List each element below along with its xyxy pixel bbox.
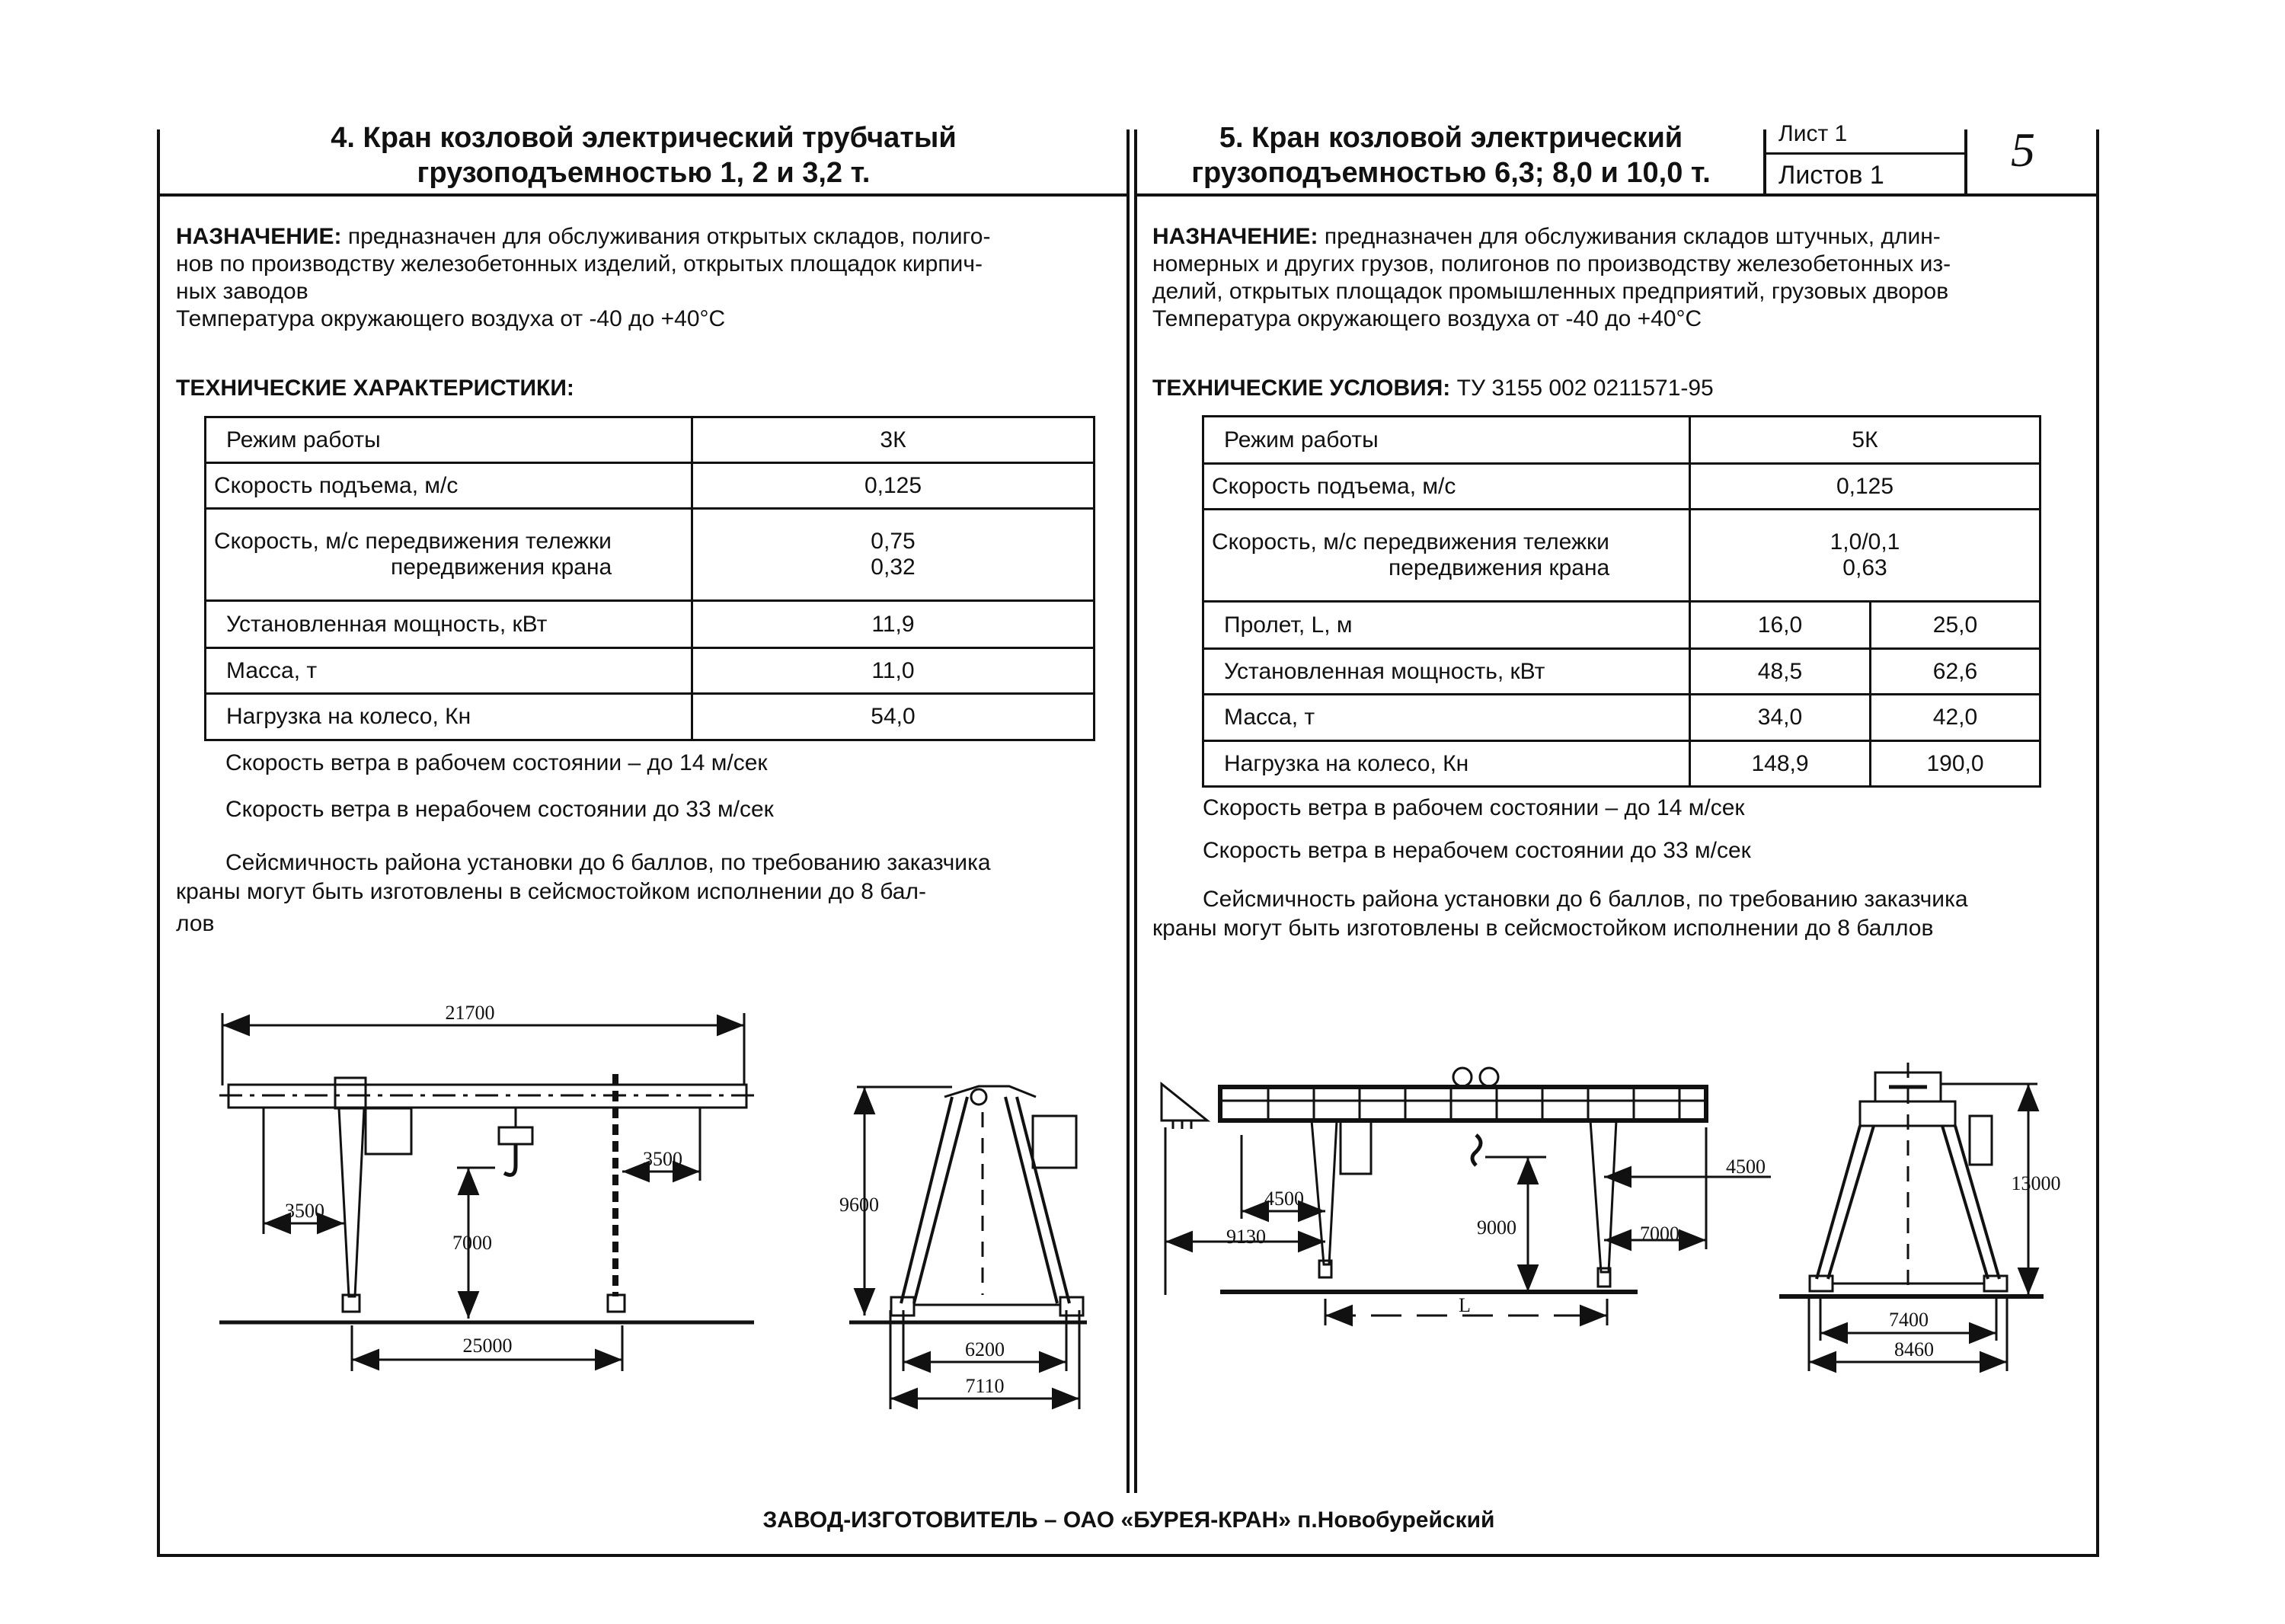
page-number: 5 <box>2011 123 2035 177</box>
dim-overall-left: 9130 <box>1226 1226 1266 1248</box>
dim-cantilever-left: 3500 <box>285 1200 324 1222</box>
left-specs-heading: ТЕХНИЧЕСКИЕ ХАРАКТЕРИСТИКИ: <box>176 376 574 401</box>
dim-height: 9600 <box>839 1194 879 1216</box>
cell-value: 0,125 <box>692 463 1095 509</box>
cell-value: 62,6 <box>1871 649 2041 695</box>
cell-value: 11,0 <box>692 648 1095 694</box>
cell-value: 190,0 <box>1871 741 2041 787</box>
right-note-wind-idle: Скорость ветра в нерабочем состоянии до 33 м/сек <box>1203 838 1751 863</box>
dim-base-inner: 6200 <box>965 1338 1005 1360</box>
cell-value: 48,5 <box>1690 649 1871 695</box>
left-temperature: Температура окружающего воздуха от -40 до +40°С <box>176 306 726 331</box>
right-note-seismic: краны могут быть изготовлены в сейсмостойком исполнении до 8 баллов <box>1152 916 1934 941</box>
right-purpose-label: НАЗНАЧЕНИЕ: <box>1152 224 1318 249</box>
right-temperature: Температура окружающего воздуха от -40 до +40°С <box>1152 306 1702 331</box>
cell-label: Масса, т <box>1203 695 1690 741</box>
cell-label: Нагрузка на колесо, Кн <box>206 694 692 740</box>
label-line: передвижения крана <box>391 555 612 580</box>
dim-hook-height: 7000 <box>452 1232 492 1254</box>
cell-value: 54,0 <box>692 694 1095 740</box>
dim-span: L <box>1459 1294 1471 1316</box>
cell-label: Пролет, L, м <box>1203 602 1690 649</box>
dim-span-total: 21700 <box>445 1002 495 1024</box>
cell-value: 42,0 <box>1871 695 2041 741</box>
right-note-seismic: Сейсмичность района установки до 6 баллов, по требованию заказчика <box>1203 887 1968 912</box>
dim-hook-height: 9000 <box>1477 1216 1516 1239</box>
cell-label: Установленная мощность, кВт <box>1203 649 1690 695</box>
label-line: передвижения крана <box>1389 555 1610 580</box>
left-note-seismic: краны могут быть изготовлены в сейсмостойком исполнении до 8 бал- <box>176 879 926 904</box>
cell-value: 34,0 <box>1690 695 1871 741</box>
label-line: Скорость, м/с передвижения тележки <box>214 529 612 554</box>
left-note-seismic: лов <box>176 911 215 936</box>
cell-label: Режим работы <box>206 417 692 463</box>
label-line: Скорость, м/с передвижения тележки <box>1212 529 1609 555</box>
cell-label: Масса, т <box>206 648 692 694</box>
dim-cantilever-right: 3500 <box>643 1148 682 1170</box>
dim-reach-right: 7000 <box>1640 1223 1679 1245</box>
crane-4-side-view <box>849 1086 1087 1409</box>
left-note-seismic: Сейсмичность района установки до 6 баллов, по требованию заказчика <box>225 850 991 875</box>
cell-value: 11,9 <box>692 601 1095 648</box>
value-line: 0,32 <box>871 555 916 580</box>
cell-label: Скорость подъема, м/с <box>1203 464 1690 510</box>
right-tu-value: ТУ 3155 002 0211571-95 <box>1450 376 1714 401</box>
left-purpose-line: предназначен для обслуживания открытых складов, полиго- <box>341 224 991 249</box>
cell-value: 3К <box>692 417 1095 463</box>
left-note-wind-idle: Скорость ветра в нерабочем состоянии до 33 м/сек <box>225 797 774 822</box>
sheets-label: Листов 1 <box>1778 161 1884 190</box>
left-note-wind-working: Скорость ветра в рабочем состоянии – до 14 м/сек <box>225 750 768 775</box>
dim-base-inner: 7400 <box>1889 1309 1929 1331</box>
cell-value: 5К <box>1690 417 2041 464</box>
left-purpose-label: НАЗНАЧЕНИЕ: <box>176 224 342 249</box>
dim-height: 13000 <box>2011 1172 2061 1194</box>
dim-base-outer: 7110 <box>965 1375 1005 1397</box>
cell-value: 148,9 <box>1690 741 1871 787</box>
left-purpose-line: ных заводов <box>176 279 308 304</box>
left-purpose-line: нов по производству железобетонных изделий, открытых площадок кирпич- <box>176 251 983 277</box>
right-note-wind-working: Скорость ветра в рабочем состоянии – до 14 м/сек <box>1203 795 1745 820</box>
cell-value: 16,0 <box>1690 602 1871 649</box>
cell-label: Нагрузка на колесо, Кн <box>1203 741 1690 787</box>
right-tu-label: ТЕХНИЧЕСКИЕ УСЛОВИЯ: <box>1152 376 1451 401</box>
left-title-line2: грузоподъемностью 1, 2 и 3,2 т. <box>417 157 871 189</box>
right-purpose-line: номерных и других грузов, полигонов по производству железобетонных из- <box>1152 251 1951 277</box>
right-purpose-line: делий, открытых площадок промышленных предприятий, грузовых дворов <box>1152 279 1949 304</box>
cell-label: Режим работы <box>1203 417 1690 464</box>
crane-5-front-view <box>1162 1068 1771 1325</box>
sheet-label: Лист 1 <box>1778 121 1848 146</box>
cell-label: Установленная мощность, кВт <box>206 601 692 648</box>
left-title-line1: 4. Кран козловой электрический трубчатый <box>331 122 957 154</box>
dim-cantilever-right: 4500 <box>1726 1156 1766 1178</box>
right-title-line2: грузоподъемностью 6,3; 8,0 и 10,0 т. <box>1191 157 1711 189</box>
value-line: 0,63 <box>1842 555 1887 580</box>
value-line: 1,0/0,1 <box>1830 529 1900 555</box>
cell-label: Скорость подъема, м/с <box>206 463 692 509</box>
dim-cantilever-left: 4500 <box>1264 1188 1304 1210</box>
cell-value: 0,125 <box>1690 464 2041 510</box>
crane-4-front-view <box>219 1013 762 1371</box>
value-line: 0,75 <box>871 529 916 554</box>
footer-manufacturer: ЗАВОД-ИЗГОТОВИТЕЛЬ – ОАО «БУРЕЯ-КРАН» п.Новобурейский <box>762 1507 1495 1533</box>
dim-span: 25000 <box>462 1335 513 1357</box>
right-purpose-line: предназначен для обслуживания складов штучных, длин- <box>1318 224 1941 249</box>
cell-value: 25,0 <box>1871 602 2041 649</box>
right-title-line1: 5. Кран козловой электрический <box>1219 122 1683 154</box>
dim-base-outer: 8460 <box>1894 1338 1934 1360</box>
